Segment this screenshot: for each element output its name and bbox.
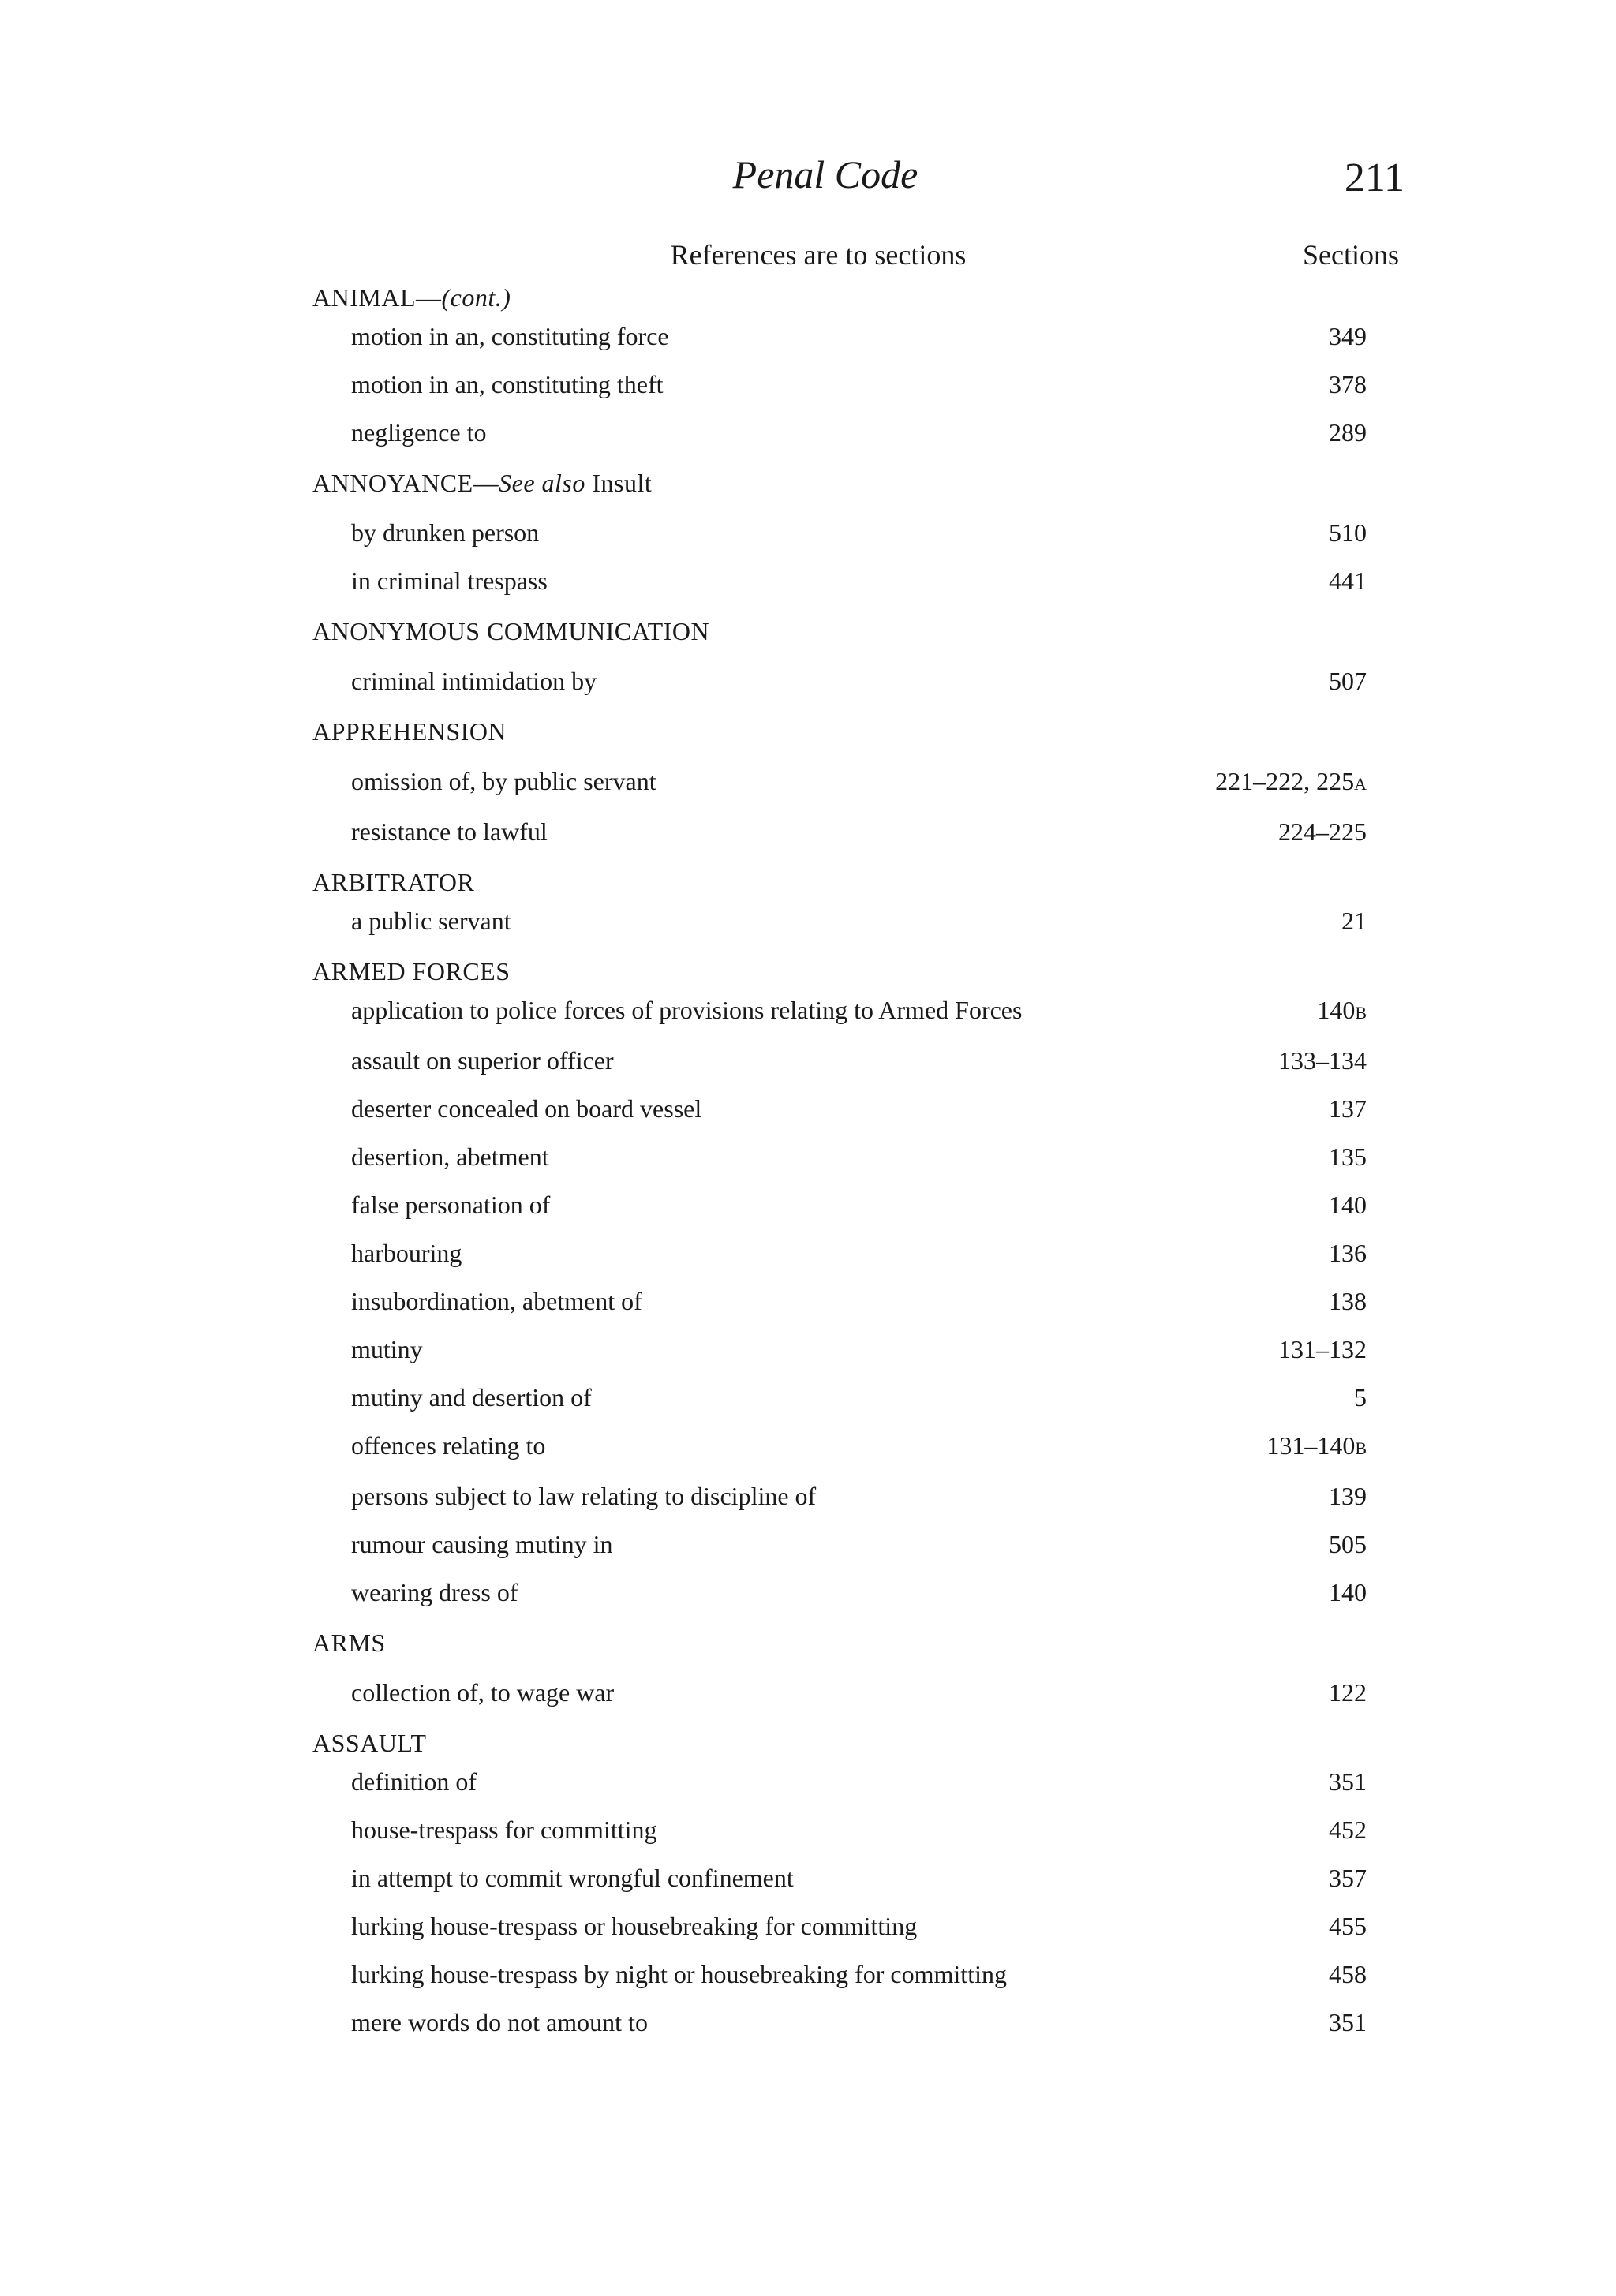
entry-sections bbox=[1329, 1999, 1367, 2047]
see-also: See also bbox=[499, 469, 585, 497]
heading-text: ASSAULT bbox=[312, 1729, 427, 1757]
page-number: 211 bbox=[1344, 155, 1405, 200]
section-numbers: 131–132 bbox=[1278, 1335, 1367, 1363]
entry-text: desertion, abetment bbox=[351, 1142, 549, 1171]
entry-sections bbox=[1329, 657, 1367, 705]
group-spacer bbox=[312, 605, 1368, 616]
section-numbers: 441 bbox=[1329, 567, 1367, 595]
section-numbers: 351 bbox=[1329, 1767, 1367, 1796]
entry-sections bbox=[1215, 757, 1367, 808]
section-numbers: 136 bbox=[1329, 1239, 1367, 1267]
index-entry bbox=[312, 1806, 1368, 1854]
section-numbers: 138 bbox=[1329, 1287, 1367, 1315]
section-numbers: 5 bbox=[1354, 1383, 1367, 1412]
entry-sections bbox=[1329, 557, 1367, 605]
index-heading bbox=[312, 1628, 1368, 1658]
section-numbers: 140 bbox=[1317, 996, 1356, 1024]
entry-sections bbox=[1329, 1181, 1367, 1229]
index-entry bbox=[312, 1999, 1368, 2047]
entry-sections bbox=[1329, 1133, 1367, 1181]
section-numbers: 378 bbox=[1329, 370, 1367, 398]
entry-text: rumour causing mutiny in bbox=[351, 1530, 613, 1558]
group-spacer bbox=[312, 945, 1368, 956]
entry-sections bbox=[1329, 1520, 1367, 1569]
entry-sections bbox=[1329, 312, 1367, 361]
index-entry bbox=[312, 1669, 1368, 1717]
index-heading bbox=[312, 867, 1368, 897]
index-entry bbox=[312, 1037, 1368, 1085]
index-entry bbox=[312, 1181, 1368, 1229]
entry-text: application to police forces of provisions relating to Armed Forces bbox=[351, 996, 1023, 1024]
section-numbers: 357 bbox=[1329, 1864, 1367, 1892]
index-entry bbox=[312, 1902, 1368, 1950]
index-entry bbox=[312, 1085, 1368, 1133]
index-entry bbox=[312, 1758, 1368, 1806]
entry-sections bbox=[1278, 1326, 1367, 1374]
entry-sections bbox=[1329, 1854, 1367, 1902]
heading-spacer bbox=[312, 646, 1368, 657]
section-suffix: A bbox=[1354, 774, 1367, 794]
section-suffix: B bbox=[1355, 1003, 1367, 1023]
section-numbers: 139 bbox=[1329, 1482, 1367, 1510]
index-entry bbox=[312, 361, 1368, 409]
entry-sections bbox=[1329, 1569, 1367, 1617]
section-numbers: 140 bbox=[1329, 1191, 1367, 1219]
entry-text: false personation of bbox=[351, 1191, 551, 1219]
section-numbers: 351 bbox=[1329, 2008, 1367, 2036]
section-numbers: 452 bbox=[1329, 1815, 1367, 1844]
section-numbers: 133–134 bbox=[1278, 1046, 1367, 1075]
entry-sections bbox=[1329, 1277, 1367, 1326]
index-entry bbox=[312, 312, 1368, 361]
index-entry bbox=[312, 1854, 1368, 1902]
heading-text: ANNOYANCE— bbox=[312, 469, 499, 497]
section-numbers: 140 bbox=[1329, 1578, 1367, 1606]
section-numbers: 505 bbox=[1329, 1530, 1367, 1558]
section-numbers: 510 bbox=[1329, 518, 1367, 547]
index-entry bbox=[312, 1569, 1368, 1617]
index-heading bbox=[312, 956, 1368, 986]
index-entry bbox=[312, 1326, 1368, 1374]
entry-text: in attempt to commit wrongful confinement bbox=[351, 1864, 794, 1892]
entry-sections bbox=[1329, 509, 1367, 557]
index-entry bbox=[312, 808, 1368, 856]
entry-sections bbox=[1329, 1806, 1367, 1854]
index-entry bbox=[312, 1374, 1368, 1422]
section-numbers: 137 bbox=[1329, 1094, 1367, 1123]
entry-sections bbox=[1341, 897, 1367, 945]
entry-sections bbox=[1329, 1758, 1367, 1806]
index-heading bbox=[312, 1728, 1368, 1758]
group-spacer bbox=[312, 1717, 1368, 1728]
section-numbers: 458 bbox=[1329, 1960, 1367, 1988]
section-numbers: 135 bbox=[1329, 1142, 1367, 1171]
entry-text: by drunken person bbox=[351, 518, 540, 547]
index-entry bbox=[312, 409, 1368, 457]
entry-sections bbox=[1329, 1902, 1367, 1950]
entry-text: motion in an, constituting theft bbox=[351, 370, 664, 398]
group-spacer bbox=[312, 457, 1368, 468]
index-heading bbox=[312, 282, 1368, 312]
entry-sections bbox=[1329, 361, 1367, 409]
heading-text: ARMED FORCES bbox=[312, 957, 511, 985]
heading-text: ARMS bbox=[312, 1629, 386, 1657]
heading-text: ANIMAL— bbox=[312, 283, 442, 312]
heading-text: ARBITRATOR bbox=[312, 868, 475, 896]
references-note: References are to sections bbox=[670, 239, 967, 271]
entry-text: insubordination, abetment of bbox=[351, 1287, 642, 1315]
index-entry bbox=[312, 1422, 1368, 1472]
section-numbers: 221–222, 225 bbox=[1215, 767, 1355, 795]
entry-text: deserter concealed on board vessel bbox=[351, 1094, 702, 1123]
heading-spacer bbox=[312, 746, 1368, 757]
index-entry bbox=[312, 1229, 1368, 1277]
section-numbers: 131–140 bbox=[1266, 1431, 1356, 1460]
entry-text: resistance to lawful bbox=[351, 817, 548, 846]
entry-sections bbox=[1278, 1037, 1367, 1085]
entry-text: mutiny bbox=[351, 1335, 423, 1363]
entry-text: lurking house-trespass or housebreaking for committing bbox=[351, 1912, 918, 1940]
entry-text: omission of, by public servant bbox=[351, 767, 656, 795]
entry-sections bbox=[1329, 409, 1367, 457]
section-numbers: 21 bbox=[1341, 907, 1367, 935]
entry-text: definition of bbox=[351, 1767, 477, 1796]
group-spacer bbox=[312, 856, 1368, 867]
section-suffix: B bbox=[1355, 1438, 1367, 1458]
heading-text: ANONYMOUS COMMUNICATION bbox=[312, 617, 710, 645]
entry-text: criminal intimidation by bbox=[351, 667, 597, 695]
page-title: Penal Code bbox=[732, 152, 918, 196]
index-heading bbox=[312, 716, 1368, 746]
entry-text: a public servant bbox=[351, 907, 511, 935]
index-entry bbox=[312, 757, 1368, 808]
index-heading bbox=[312, 468, 1368, 498]
index-entry bbox=[312, 509, 1368, 557]
entry-sections bbox=[1329, 1669, 1367, 1717]
index-entry bbox=[312, 1520, 1368, 1569]
section-numbers: 224–225 bbox=[1278, 817, 1367, 846]
section-numbers: 122 bbox=[1329, 1678, 1367, 1707]
see-also-ref: Insult bbox=[592, 469, 653, 497]
entry-sections bbox=[1329, 1085, 1367, 1133]
entry-text: negligence to bbox=[351, 418, 487, 447]
entry-sections bbox=[1278, 808, 1367, 856]
index-heading bbox=[312, 616, 1368, 646]
group-spacer bbox=[312, 1617, 1368, 1628]
heading-text: APPREHENSION bbox=[312, 717, 507, 746]
entry-text: mutiny and desertion of bbox=[351, 1383, 592, 1412]
entry-sections bbox=[1354, 1374, 1367, 1422]
index-list bbox=[312, 282, 1368, 2047]
entry-sections bbox=[1266, 1422, 1367, 1472]
entry-text: collection of, to wage war bbox=[351, 1678, 615, 1707]
entry-text: offences relating to bbox=[351, 1431, 546, 1460]
entry-sections bbox=[1329, 1472, 1367, 1520]
heading-continuation: (cont.) bbox=[441, 283, 511, 312]
index-entry bbox=[312, 986, 1368, 1037]
index-entry bbox=[312, 557, 1368, 605]
entry-text: persons subject to law relating to discipline of bbox=[351, 1482, 817, 1510]
index-entry bbox=[312, 1133, 1368, 1181]
section-numbers: 349 bbox=[1329, 322, 1367, 350]
heading-spacer bbox=[312, 1658, 1368, 1669]
entry-text: wearing dress of bbox=[351, 1578, 518, 1606]
entry-text: lurking house-trespass by night or housebreaking for committing bbox=[351, 1960, 1007, 1988]
entry-text: motion in an, constituting force bbox=[351, 322, 669, 350]
section-numbers: 507 bbox=[1329, 667, 1367, 695]
sections-column-label: Sections bbox=[1303, 239, 1399, 271]
entry-text: house-trespass for committing bbox=[351, 1815, 657, 1844]
entry-text: harbouring bbox=[351, 1239, 462, 1267]
index-entry bbox=[312, 657, 1368, 705]
entry-text: mere words do not amount to bbox=[351, 2008, 648, 2036]
entry-sections bbox=[1329, 1950, 1367, 1999]
index-entry bbox=[312, 897, 1368, 945]
entry-sections bbox=[1329, 1229, 1367, 1277]
index-entry bbox=[312, 1277, 1368, 1326]
index-entry bbox=[312, 1472, 1368, 1520]
entry-text: in criminal trespass bbox=[351, 567, 548, 595]
entry-sections bbox=[1317, 986, 1367, 1037]
group-spacer bbox=[312, 705, 1368, 716]
section-numbers: 455 bbox=[1329, 1912, 1367, 1940]
index-entry bbox=[312, 1950, 1368, 1999]
section-numbers: 289 bbox=[1329, 418, 1367, 447]
entry-text: assault on superior officer bbox=[351, 1046, 614, 1075]
heading-spacer bbox=[312, 498, 1368, 509]
